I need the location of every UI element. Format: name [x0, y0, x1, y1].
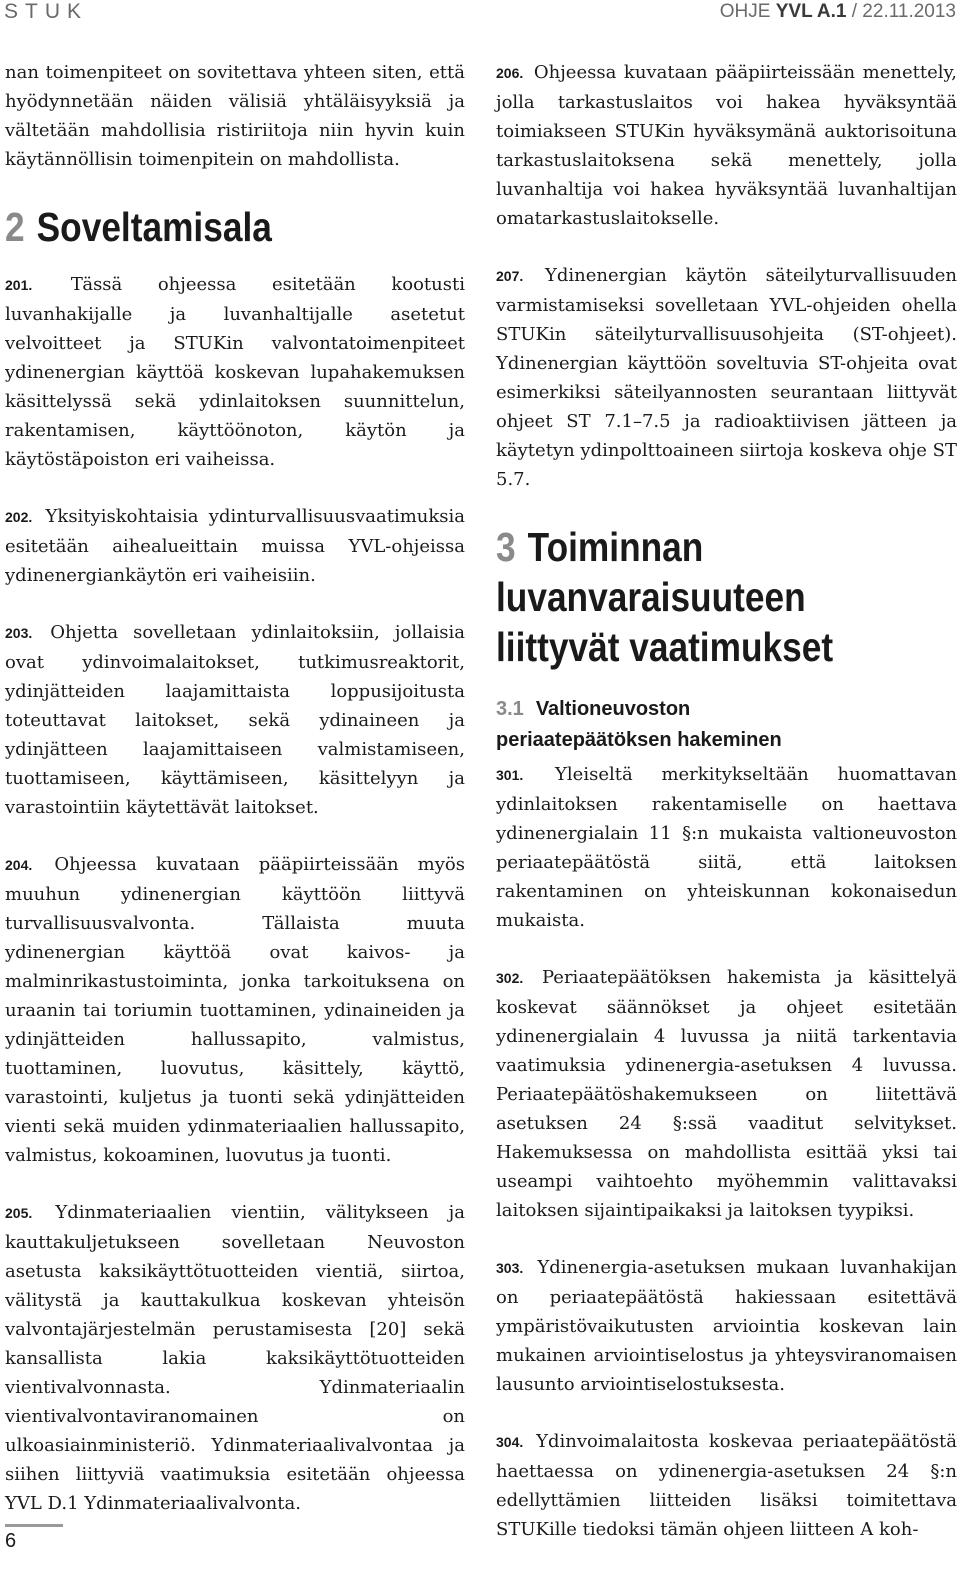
paragraph-number: 204.	[5, 857, 33, 873]
section-heading-3	[496, 522, 960, 672]
section-number: 3	[496, 524, 516, 570]
paragraph-text: Ohjeessa kuvataan pääpiirteissään myös muuhun ydinenergian käyttöön liittyvä turvallisuusvalvonta. Tällaista muuta ydinenergian käyttöä ovat kaivos- ja malminrikastustoiminta, jonka tarkoituksena on uraanin tai toriumin tuottaminen, ydinaineiden ja ydinjätteiden hallussapito, valmistus, tuottaminen, luovutus, käsittely, käyttö, varastointi, kuljetus ja tuonti sekä ydinjätteiden vienti sekä muiden ydinmateriaalien hallussapito, valmistus, kokoaminen, luovutus ja tuonti.	[5, 854, 465, 1166]
paragraph-text: Ydinvoimalaitosta koskevaa periaatepäätöstä haettaessa on ydinenergia-asetuksen 24 §:n edellyttämien liitteiden lisäksi toimitettava STUKille tiedoksi tämän ohjeen liitteen A koh-	[496, 1431, 957, 1540]
section-number: 2	[5, 204, 25, 250]
paragraph-text: Ydinmateriaalien vientiin, välitykseen ja kauttakuljetukseen sovelletaan Neuvoston asetusta kaksikäyttötuotteiden vientiä, siirtoa, välitystä ja kauttakulkua koskevan yhteisön valvontajärjestelmän perustamisesta [20] sekä kansallista lakia kaksikäyttötuotteiden vientivalvonnasta. Ydinmateriaalin vientivalvontaviranomainen on ulkoasiainministeriö. Ydinmateriaalivalvontaa ja siihen liittyviä vaatimuksia esitetään ohjeessa YVL D.1 Ydinmateriaalivalvonta.	[5, 1202, 465, 1514]
paragraph-text: Ohjeessa kuvataan pääpiirteissään menettely, jolla tarkastuslaitos voi hakea hyväksyntää toimiakseen STUKin hyväksymänä auktorisoituna tarkastuslaitoksena sekä menettely, jolla luvanhaltija voi hakea hyväksyntää luvanhaltijan omatarkastuslaitokselle.	[496, 62, 957, 229]
paragraph-302	[496, 963, 957, 1225]
right-column	[496, 58, 957, 1572]
section-title-line-3: liittyvät vaatimukset	[496, 624, 834, 670]
intro-paragraph: nan toimenpiteet on sovitettava yhteen siten, että hyödynnetään näiden välisiä yhtäläisyyksiä ja vältetään mahdollisia ristiriitoja niin hyvin kuin käytännöllisin toimenpitein on mahdollista.	[5, 62, 465, 170]
paragraph-number: 203.	[5, 625, 33, 641]
guide-date: / 22.11.2013	[846, 1, 956, 22]
footer-rule	[5, 1524, 63, 1527]
paragraph-text: Ydinenergian käytön säteilyturvallisuuden varmistamiseksi sovelletaan YVL-ohjeiden ohella STUKin säteilyturvallisuusohjeita (ST-ohjeet). Ydinenergian käyttöön soveltuvia ST-ohjeita ovat esimerkiksi säteilyannosten seurantaan liittyvät ohjeet ST 7.1–7.5 ja radioaktiivisen jätteen ja käytetyn ydinpolttoaineen siirtoja koskeva ohje ST 5.7.	[496, 265, 957, 490]
left-column	[5, 58, 465, 1546]
paragraph-204	[5, 850, 465, 1170]
publisher-label: STUK	[4, 0, 89, 23]
page-header	[0, 0, 960, 26]
guide-prefix: OHJE	[719, 1, 776, 22]
paragraph-number: 303.	[496, 1260, 524, 1276]
paragraph-203	[5, 618, 465, 822]
section-title: Soveltamisala	[36, 204, 272, 250]
paragraph-text: Ohjetta sovelletaan ydinlaitoksiin, jollaisia ovat ydinvoimalaitokset, tutkimusreaktorit, ydinjätteiden laajamittaista loppusijoitusta toteuttavat laitokset, sekä ydinaineen ja ydinjätteen laajamittaiseen valmistamiseen, tuottamiseen, käyttämiseen, käsittelyyn ja varastointiin käytettävät laitokset.	[5, 622, 465, 818]
section-heading-2	[5, 202, 469, 252]
subsection-number: 3.1	[496, 698, 524, 720]
guide-reference	[720, 1, 956, 23]
paragraph-text: Tässä ohjeessa esitetään kootusti luvanhakijalle ja luvanhaltijalle asetetut velvoitteet ja STUKin valvontatoimenpiteet ydinenergian käyttöä koskevan lupahakemuksen käsittelyssä sekä ydinlaitoksen suunnittelun, rakentamisen, käyttöönoton, käytön ja käytöstäpoiston eri vaiheissa.	[5, 274, 465, 470]
paragraph-number: 201.	[5, 277, 33, 293]
paragraph-number: 202.	[5, 509, 33, 525]
paragraph-number: 301.	[496, 767, 524, 783]
guide-code: YVL A.1	[775, 1, 847, 22]
page-number: 6	[5, 1530, 17, 1552]
paragraph-text: Yksityiskohtaisia ydinturvallisuusvaatimuksia esitetään aihealueittain muissa YVL-ohjeissa ydinenergiankäytön eri vaiheisiin.	[5, 506, 465, 586]
subsection-title-line-1: Valtioneuvoston	[535, 698, 691, 720]
paragraph-number: 304.	[496, 1434, 524, 1450]
section-title-line-1: Toiminnan	[527, 524, 704, 570]
paragraph-301	[496, 760, 957, 935]
paragraph-303	[496, 1253, 957, 1399]
paragraph-206	[496, 58, 957, 233]
paragraph-text: Ydinenergia-asetuksen mukaan luvanhakijan on periaatepäätöstä hakiessaan esitettävä ympäristövaikutusten arviointia koskevan lain mukainen arviointiselostus ja yhteysviranomaisen lausunto arviointiselostuksesta.	[496, 1257, 957, 1395]
paragraph-201	[5, 270, 465, 474]
subsection-title-line-2: periaatepäätöksen hakeminen	[496, 729, 782, 751]
paragraph-number: 302.	[496, 970, 524, 986]
paragraph-207	[496, 261, 957, 494]
paragraph-number: 207.	[496, 268, 524, 284]
paragraph-number: 206.	[496, 65, 524, 81]
subsection-heading-3-1	[496, 694, 957, 756]
paragraph-202	[5, 502, 465, 590]
paragraph-number: 205.	[5, 1205, 33, 1221]
paragraph-205	[5, 1198, 465, 1518]
section-title-line-2: luvanvaraisuuteen	[496, 574, 806, 620]
paragraph-304	[496, 1427, 957, 1544]
paragraph-text: Periaatepäätöksen hakemista ja käsittelyä koskevat säännökset ja ohjeet esitetään ydinenergialain 4 luvussa ja niitä tarkentavia vaatimuksia ydinenergia-asetuksen 4 luvussa. Periaatepäätöshakemukseen on liitettävä asetuksen 24 §:ssä vaaditut selvitykset. Hakemuksessa on mahdollista esittää yksi tai useampi vaihtoehto myöhemmin valittavaksi laitoksen sijaintipaikaksi ja laitoksen tyypiksi.	[496, 967, 957, 1221]
paragraph-text: Yleiseltä merkitykseltään huomattavan ydinlaitoksen rakentamiselle on haettava ydinenergialain 11 §:n mukaista valtioneuvoston periaatepäätöstä siitä, että laitoksen rakentaminen on yhteiskunnan kokonaisedun mukaista.	[496, 764, 957, 931]
